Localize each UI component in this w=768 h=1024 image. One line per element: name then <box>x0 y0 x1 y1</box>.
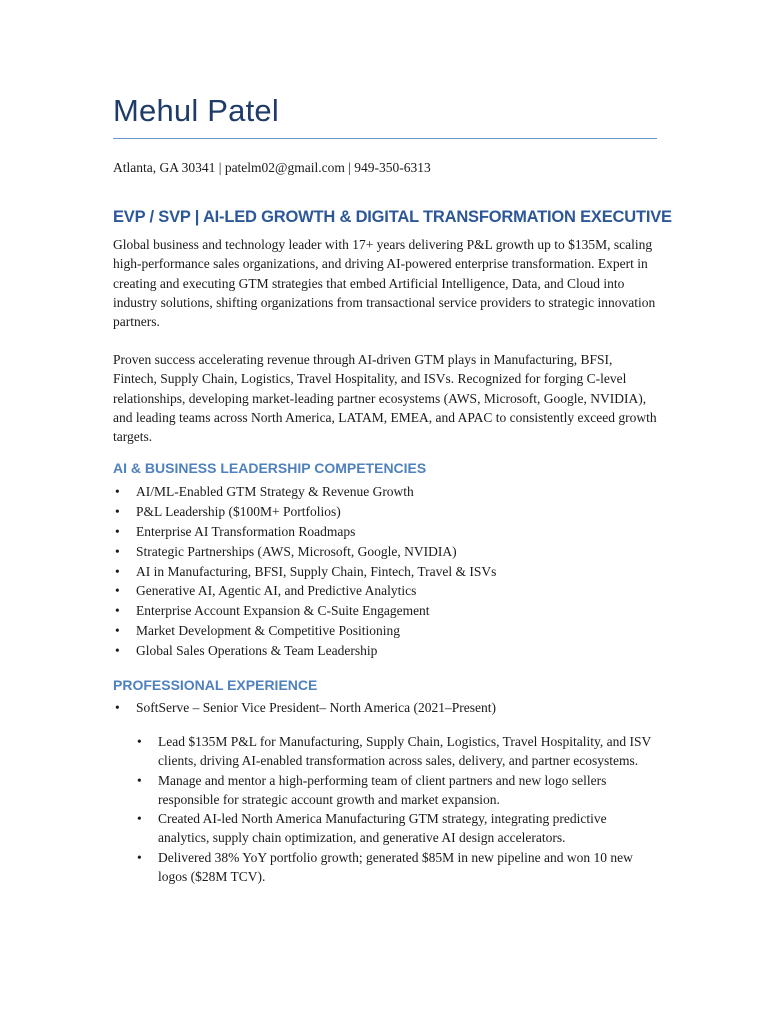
role-bullet: • <box>115 700 120 715</box>
role-title: SoftServe – Senior Vice President– North America (2021–Present) <box>136 700 496 715</box>
summary-paragraph-1: Global business and technology leader with 17+ years delivering P&L growth up to $135M, scaling high-performance sales organizations, and driving AI-powered enterprise transformation. Expert in creating and executing GTM strategies that embed Artificial Intelligence, Data, and Cloud into industry solutions, shifting organizations from transactional service providers to strategic innovation partners. <box>113 237 656 330</box>
achievement-item: • Lead $135M P&L for Manufacturing, Supply Chain, Logistics, Travel Hospitality, and ISV clients, driving AI-enabled transformation across sales, delivery, and partner ecosystems. <box>135 732 657 771</box>
candidate-name: Mehul Patel <box>113 93 279 128</box>
competency-item: • AI/ML-Enabled GTM Strategy & Revenue Growth <box>113 482 657 502</box>
competency-item: • Market Development & Competitive Positioning <box>113 621 657 641</box>
professional-headline: EVP / SVP | AI-LED GROWTH & DIGITAL TRANSFORMATION EXECUTIVE <box>113 208 672 226</box>
competency-item: • Generative AI, Agentic AI, and Predictive Analytics <box>113 581 657 601</box>
contact-info: Atlanta, GA 30341 | patelm02@gmail.com | 949-350-6313 <box>113 160 431 175</box>
competencies-list <box>113 482 657 661</box>
achievement-item: • Manage and mentor a high-performing team of client partners and new logo sellers responsible for strategic account growth and market expansion. <box>135 771 657 810</box>
competency-item: • Enterprise Account Expansion & C-Suite Engagement <box>113 601 657 621</box>
achievement-item: • Created AI-led North America Manufacturing GTM strategy, integrating predictive analytics, supply chain optimization, and generative AI design accelerators. <box>135 809 657 848</box>
achievements-list <box>135 732 657 886</box>
competency-item: • Enterprise AI Transformation Roadmaps <box>113 522 657 542</box>
competencies-heading: AI & BUSINESS LEADERSHIP COMPETENCIES <box>113 460 427 476</box>
summary-paragraph-2: Proven success accelerating revenue through AI-driven GTM plays in Manufacturing, BFSI, Fintech, Supply Chain, Logistics, Travel Hospitality, and ISVs. Recognized for forging C-level relationships, developing market-leading partner ecosystems (AWS, Microsoft, Google, NVIDIA), and leading teams across North America, LATAM, EMEA, and APAC to consistently exceed growth targets. <box>113 352 657 445</box>
competency-item: • AI in Manufacturing, BFSI, Supply Chain, Fintech, Travel & ISVs <box>113 562 657 582</box>
achievement-item: • Delivered 38% YoY portfolio growth; generated $85M in new pipeline and won 10 new logos ($28M TCV). <box>135 848 657 887</box>
header-divider <box>113 138 657 139</box>
competency-item: • Strategic Partnerships (AWS, Microsoft, Google, NVIDIA) <box>113 542 657 562</box>
experience-role <box>113 698 496 718</box>
competency-item: • P&L Leadership ($100M+ Portfolios) <box>113 502 657 522</box>
experience-heading: PROFESSIONAL EXPERIENCE <box>113 677 318 693</box>
competency-item: • Global Sales Operations & Team Leadership <box>113 641 657 661</box>
